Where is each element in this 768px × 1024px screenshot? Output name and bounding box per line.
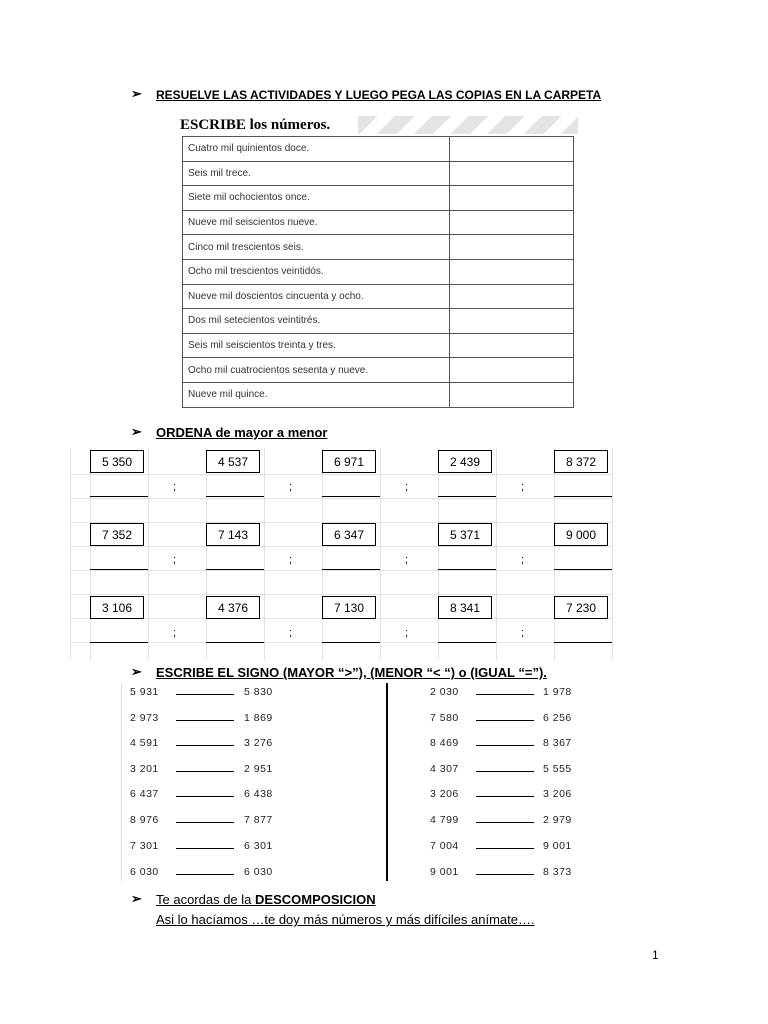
bullet-arrow-icon: ➢ xyxy=(131,424,142,439)
semicolon: ; xyxy=(173,481,177,493)
answer-blank[interactable] xyxy=(322,569,380,570)
sign-heading xyxy=(156,665,547,681)
answer-blank[interactable] xyxy=(438,496,496,497)
table-row xyxy=(183,382,574,407)
compare-number-a: 5 931 xyxy=(130,686,159,698)
answer-blank[interactable] xyxy=(438,569,496,570)
semicolon: ; xyxy=(289,554,293,566)
grid-line xyxy=(206,448,207,660)
title-decoration xyxy=(358,116,578,134)
number-in-words: Nueve mil quince. xyxy=(183,382,450,407)
grid-line xyxy=(70,594,612,595)
page-number: 1 xyxy=(652,948,659,962)
number-in-words: Nueve mil doscientos cincuenta y ocho. xyxy=(183,284,450,309)
sign-blank[interactable] xyxy=(176,745,234,746)
number-in-words: Seis mil seiscientos treinta y tres. xyxy=(183,333,450,358)
sign-blank[interactable] xyxy=(476,745,534,746)
table-row xyxy=(183,284,574,309)
number-in-words: Ocho mil cuatrocientos sesenta y nueve. xyxy=(183,358,450,383)
grid-line xyxy=(70,448,71,660)
sign-blank[interactable] xyxy=(176,694,234,695)
answer-cell[interactable] xyxy=(450,309,574,334)
compare-number-b: 1 869 xyxy=(244,712,273,724)
grid-line xyxy=(322,448,323,660)
compare-number-a: 8 469 xyxy=(430,737,459,749)
number-in-words: Nueve mil seiscientos nueve. xyxy=(183,210,450,235)
compare-number-b: 6 438 xyxy=(244,788,273,800)
grid-line xyxy=(70,474,612,475)
sign-blank[interactable] xyxy=(476,694,534,695)
bullet-arrow-icon: ➢ xyxy=(131,891,142,906)
compare-number-b: 6 030 xyxy=(244,866,273,878)
semicolon: ; xyxy=(173,554,177,566)
number-box: 7 130 xyxy=(322,596,376,619)
sign-blank[interactable] xyxy=(176,771,234,772)
compare-number-a: 4 591 xyxy=(130,737,159,749)
answer-cell[interactable] xyxy=(450,333,574,358)
compare-number-b: 6 256 xyxy=(543,712,572,724)
semicolon: ; xyxy=(405,481,409,493)
compare-number-b: 2 951 xyxy=(244,763,273,775)
compare-number-a: 3 206 xyxy=(430,788,459,800)
answer-cell[interactable] xyxy=(450,161,574,186)
sign-blank[interactable] xyxy=(476,771,534,772)
number-box: 4 537 xyxy=(206,450,260,473)
table-row xyxy=(183,333,574,358)
number-box: 7 230 xyxy=(554,596,608,619)
answer-blank[interactable] xyxy=(90,496,148,497)
compare-number-b: 8 367 xyxy=(543,737,572,749)
answer-blank[interactable] xyxy=(554,496,612,497)
answer-blank[interactable] xyxy=(206,569,264,570)
compare-number-b: 7 877 xyxy=(244,814,273,826)
compare-number-b: 3 276 xyxy=(244,737,273,749)
compare-number-a: 8 976 xyxy=(130,814,159,826)
compare-number-b: 6 301 xyxy=(244,840,273,852)
answer-blank[interactable] xyxy=(90,569,148,570)
column-divider xyxy=(386,683,388,881)
grid-line xyxy=(90,448,91,660)
sign-blank[interactable] xyxy=(176,796,234,797)
number-box: 3 106 xyxy=(90,596,144,619)
number-box: 8 372 xyxy=(554,450,608,473)
answer-cell[interactable] xyxy=(450,259,574,284)
compare-number-a: 7 004 xyxy=(430,840,459,852)
number-in-words: Ocho mil trescientos veintidós. xyxy=(183,259,450,284)
semicolon: ; xyxy=(405,627,409,639)
sign-heading-part1: ESCRIBE EL xyxy=(156,665,238,680)
answer-cell[interactable] xyxy=(450,382,574,407)
number-in-words: Seis mil trece. xyxy=(183,161,450,186)
number-box: 6 971 xyxy=(322,450,376,473)
table-row xyxy=(183,259,574,284)
table-row xyxy=(183,309,574,334)
number-box: 7 143 xyxy=(206,523,260,546)
sign-heading-part2: SIGNO (MAYOR “>”), (MENOR “< “) o (IGUAL “=”). xyxy=(237,665,547,680)
exercise-title: ESCRIBE los números. xyxy=(180,117,331,133)
number-box: 5 350 xyxy=(90,450,144,473)
decomposition-keyword: DESCOMPOSICION xyxy=(255,892,376,907)
grid-line xyxy=(264,448,265,660)
compare-number-a: 2 030 xyxy=(430,686,459,698)
decomposition-heading xyxy=(156,892,376,908)
sign-left-edge xyxy=(121,683,122,881)
grid-line xyxy=(554,448,555,660)
table-row xyxy=(183,358,574,383)
answer-blank[interactable] xyxy=(322,642,380,643)
bullet-arrow-icon: ➢ xyxy=(131,664,142,679)
table-row xyxy=(183,161,574,186)
semicolon: ; xyxy=(521,627,525,639)
number-box: 8 341 xyxy=(438,596,492,619)
compare-number-a: 7 580 xyxy=(430,712,459,724)
semicolon: ; xyxy=(289,481,293,493)
compare-number-b: 5 830 xyxy=(244,686,273,698)
compare-number-b: 5 555 xyxy=(543,763,572,775)
compare-number-b: 9 001 xyxy=(543,840,572,852)
grid-line xyxy=(612,448,613,660)
number-in-words: Cinco mil trescientos seis. xyxy=(183,235,450,260)
number-box: 6 347 xyxy=(322,523,376,546)
semicolon: ; xyxy=(405,554,409,566)
semicolon: ; xyxy=(173,627,177,639)
answer-blank[interactable] xyxy=(90,642,148,643)
answer-blank[interactable] xyxy=(554,642,612,643)
decomposition-subtitle: Asi lo hacíamos …te doy más números y más difíciles anímate…. xyxy=(156,912,535,927)
compare-number-a: 7 301 xyxy=(130,840,159,852)
grid-line xyxy=(438,448,439,660)
table-row xyxy=(183,235,574,260)
answer-blank[interactable] xyxy=(554,569,612,570)
answer-blank[interactable] xyxy=(206,496,264,497)
table-row xyxy=(183,186,574,211)
compare-number-a: 4 307 xyxy=(430,763,459,775)
semicolon: ; xyxy=(521,481,525,493)
table-row xyxy=(183,137,574,162)
number-box: 2 439 xyxy=(438,450,492,473)
number-in-words: Siete mil ochocientos once. xyxy=(183,186,450,211)
number-box: 5 371 xyxy=(438,523,492,546)
answer-cell[interactable] xyxy=(450,186,574,211)
answer-cell[interactable] xyxy=(450,235,574,260)
sign-blank[interactable] xyxy=(476,874,534,875)
grid-line xyxy=(70,498,612,499)
grid-line xyxy=(380,448,381,660)
compare-number-b: 8 373 xyxy=(543,866,572,878)
instruction-heading: RESUELVE LAS ACTIVIDADES Y LUEGO PEGA LAS COPIAS EN LA CARPETA xyxy=(156,88,602,102)
decomposition-heading-part1: Te acordas de la xyxy=(156,892,256,907)
number-box: 9 000 xyxy=(554,523,608,546)
compare-number-b: 1 978 xyxy=(543,686,572,698)
answer-cell[interactable] xyxy=(450,137,574,162)
sign-blank[interactable] xyxy=(476,796,534,797)
number-in-words: Cuatro mil quinientos doce. xyxy=(183,137,450,162)
compare-number-a: 4 799 xyxy=(430,814,459,826)
compare-number-a: 6 030 xyxy=(130,866,159,878)
compare-number-a: 3 201 xyxy=(130,763,159,775)
compare-number-a: 9 001 xyxy=(430,866,459,878)
sign-blank[interactable] xyxy=(176,720,234,721)
sign-blank[interactable] xyxy=(176,822,234,823)
grid-line xyxy=(70,570,612,571)
number-box: 4 376 xyxy=(206,596,260,619)
write-numbers-exercise xyxy=(178,116,578,410)
order-heading: ORDENA de mayor a menor xyxy=(156,425,328,440)
answer-blank[interactable] xyxy=(206,642,264,643)
semicolon: ; xyxy=(521,554,525,566)
compare-number-a: 6 437 xyxy=(130,788,159,800)
answer-cell[interactable] xyxy=(450,284,574,309)
answer-blank[interactable] xyxy=(438,642,496,643)
compare-number-b: 2 979 xyxy=(543,814,572,826)
number-box: 7 352 xyxy=(90,523,144,546)
sign-blank[interactable] xyxy=(176,874,234,875)
write-numbers-table xyxy=(182,136,574,408)
grid-line xyxy=(148,448,149,660)
compare-number-a: 2 973 xyxy=(130,712,159,724)
bullet-arrow-icon: ➢ xyxy=(131,86,142,101)
answer-cell[interactable] xyxy=(450,358,574,383)
table-row xyxy=(183,210,574,235)
compare-number-b: 3 206 xyxy=(543,788,572,800)
semicolon: ; xyxy=(289,627,293,639)
sign-blank[interactable] xyxy=(476,720,534,721)
number-in-words: Dos mil setecientos veintitrés. xyxy=(183,309,450,334)
sign-blank[interactable] xyxy=(476,822,534,823)
answer-blank[interactable] xyxy=(322,496,380,497)
sign-blank[interactable] xyxy=(476,848,534,849)
grid-line xyxy=(496,448,497,660)
sign-blank[interactable] xyxy=(176,848,234,849)
answer-cell[interactable] xyxy=(450,210,574,235)
